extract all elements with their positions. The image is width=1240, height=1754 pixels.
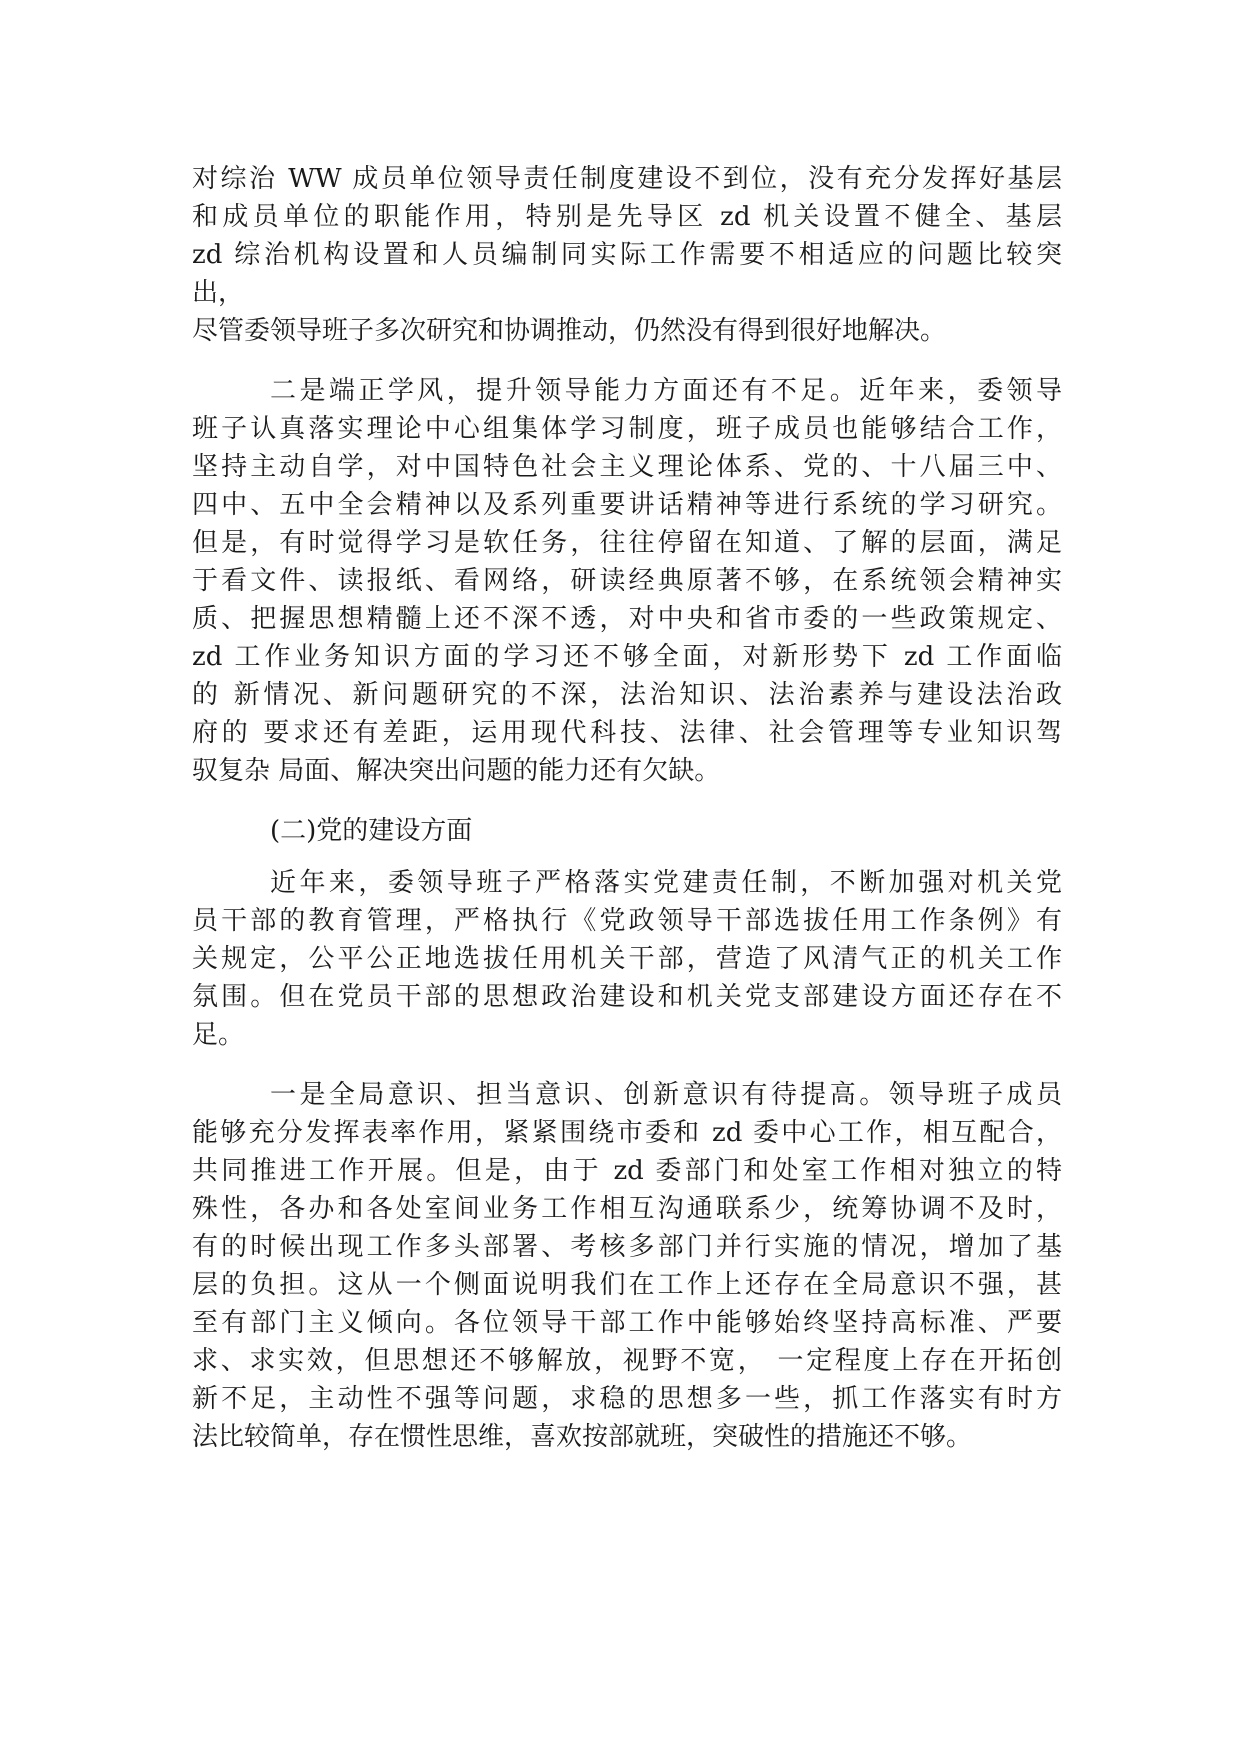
paragraph-study-style [192, 372, 1062, 790]
text-line: 一是全局意识、担当意识、创新意识有待提高。领导班子成员 [270, 1080, 1062, 1110]
text-line: 层的负担。这从一个侧面说明我们在工作上还存在全局意识不强，甚 [192, 1270, 1062, 1300]
text-line: 坚持主动自学，对中国特色社会主义理论体系、党的、十八届三中、 [192, 452, 1062, 482]
text-line: 四中、五中全会精神以及系列重要讲话精神等进行系统的学习研究。 [192, 490, 1062, 520]
text-line: 于看文件、读报纸、看网络，研读经典原著不够，在系统领会精神实 [192, 566, 1062, 596]
text-line: 但是，有时觉得学习是软任务，往往停留在知道、了解的层面，满足 [192, 528, 1062, 558]
document-body [192, 160, 1062, 1456]
paragraph-overall-awareness [192, 1076, 1062, 1456]
text-line: 近年来，委领导班子严格落实党建责任制，不断加强对机关党 [270, 868, 1062, 898]
text-line: 氛围。但在党员干部的思想政治建设和机关党支部建设方面还存在不 [192, 982, 1062, 1012]
text-line: 班子认真落实理论中心组集体学习制度，班子成员也能够结合工作， [192, 414, 1062, 444]
text-line: 尽管委领导班子多次研究和协调推动，仍然没有得到很好地解决。 [192, 316, 947, 346]
text-line: 的 新情况、新问题研究的不深，法治知识、法治素养与建设法治政 [192, 680, 1062, 710]
text-line: 关规定，公平公正地选拔任用机关干部，营造了风清气正的机关工作 [192, 944, 1062, 974]
paragraph-continuation [192, 160, 1062, 312]
text-line: 二是端正学风，提升领导能力方面还有不足。近年来，委领导 [270, 376, 1062, 406]
text-line: 法比较简单，存在惯性思维，喜欢按部就班，突破性的措施还不够。 [192, 1422, 973, 1452]
text-line: 驭复杂 局面、解决突出问题的能力还有欠缺。 [192, 756, 721, 786]
text-line: 有的时候出现工作多头部署、考核多部门并行实施的情况，增加了基 [192, 1232, 1062, 1262]
text-line: zd 综治机构设置和人员编制同实际工作需要不相适应的问题比较突 [192, 240, 1062, 270]
text-line: 府的 要求还有差距，运用现代科技、法律、社会管理等专业知识驾 [192, 718, 1062, 748]
text-line: 殊性，各办和各处室间业务工作相互沟通联系少，统筹协调不及时， [192, 1194, 1062, 1224]
text-line: 求、求实效，但思想还不够解放，视野不宽， 一定程度上存在开拓创 [192, 1346, 1062, 1376]
text-line: 至有部门主义倾向。各位领导干部工作中能够始终坚持高标准、严要 [192, 1308, 1062, 1338]
text-line: 质、把握思想精髓上还不深不透，对中央和省市委的一些政策规定、 [192, 604, 1062, 634]
text-line: 能够充分发挥表率作用，紧紧围绕市委和 zd 委中心工作，相互配合， [192, 1118, 1062, 1148]
section-heading [192, 812, 1062, 850]
paragraph-resolution [192, 312, 1062, 350]
text-line: 出， [192, 278, 245, 308]
text-line: 员干部的教育管理，严格执行《党政领导干部选拔任用工作条例》有 [192, 906, 1062, 936]
text-line: 对综治 WW 成员单位领导责任制度建设不到位，没有充分发挥好基层 [192, 164, 1062, 194]
text-line: zd 工作业务知识方面的学习还不够全面，对新形势下 zd 工作面临 [192, 642, 1062, 672]
text-line: 新不足，主动性不强等问题，求稳的思想多一些，抓工作落实有时方 [192, 1384, 1062, 1414]
paragraph-party-building [192, 864, 1062, 1054]
text-line: 共同推进工作开展。但是，由于 zd 委部门和处室工作相对独立的特 [192, 1156, 1062, 1186]
text-line: 足。 [192, 1020, 245, 1050]
text-line: 和成员单位的职能作用，特别是先导区 zd 机关设置不健全、基层 [192, 202, 1062, 232]
section-heading-text: (二)党的建设方面 [270, 816, 473, 846]
